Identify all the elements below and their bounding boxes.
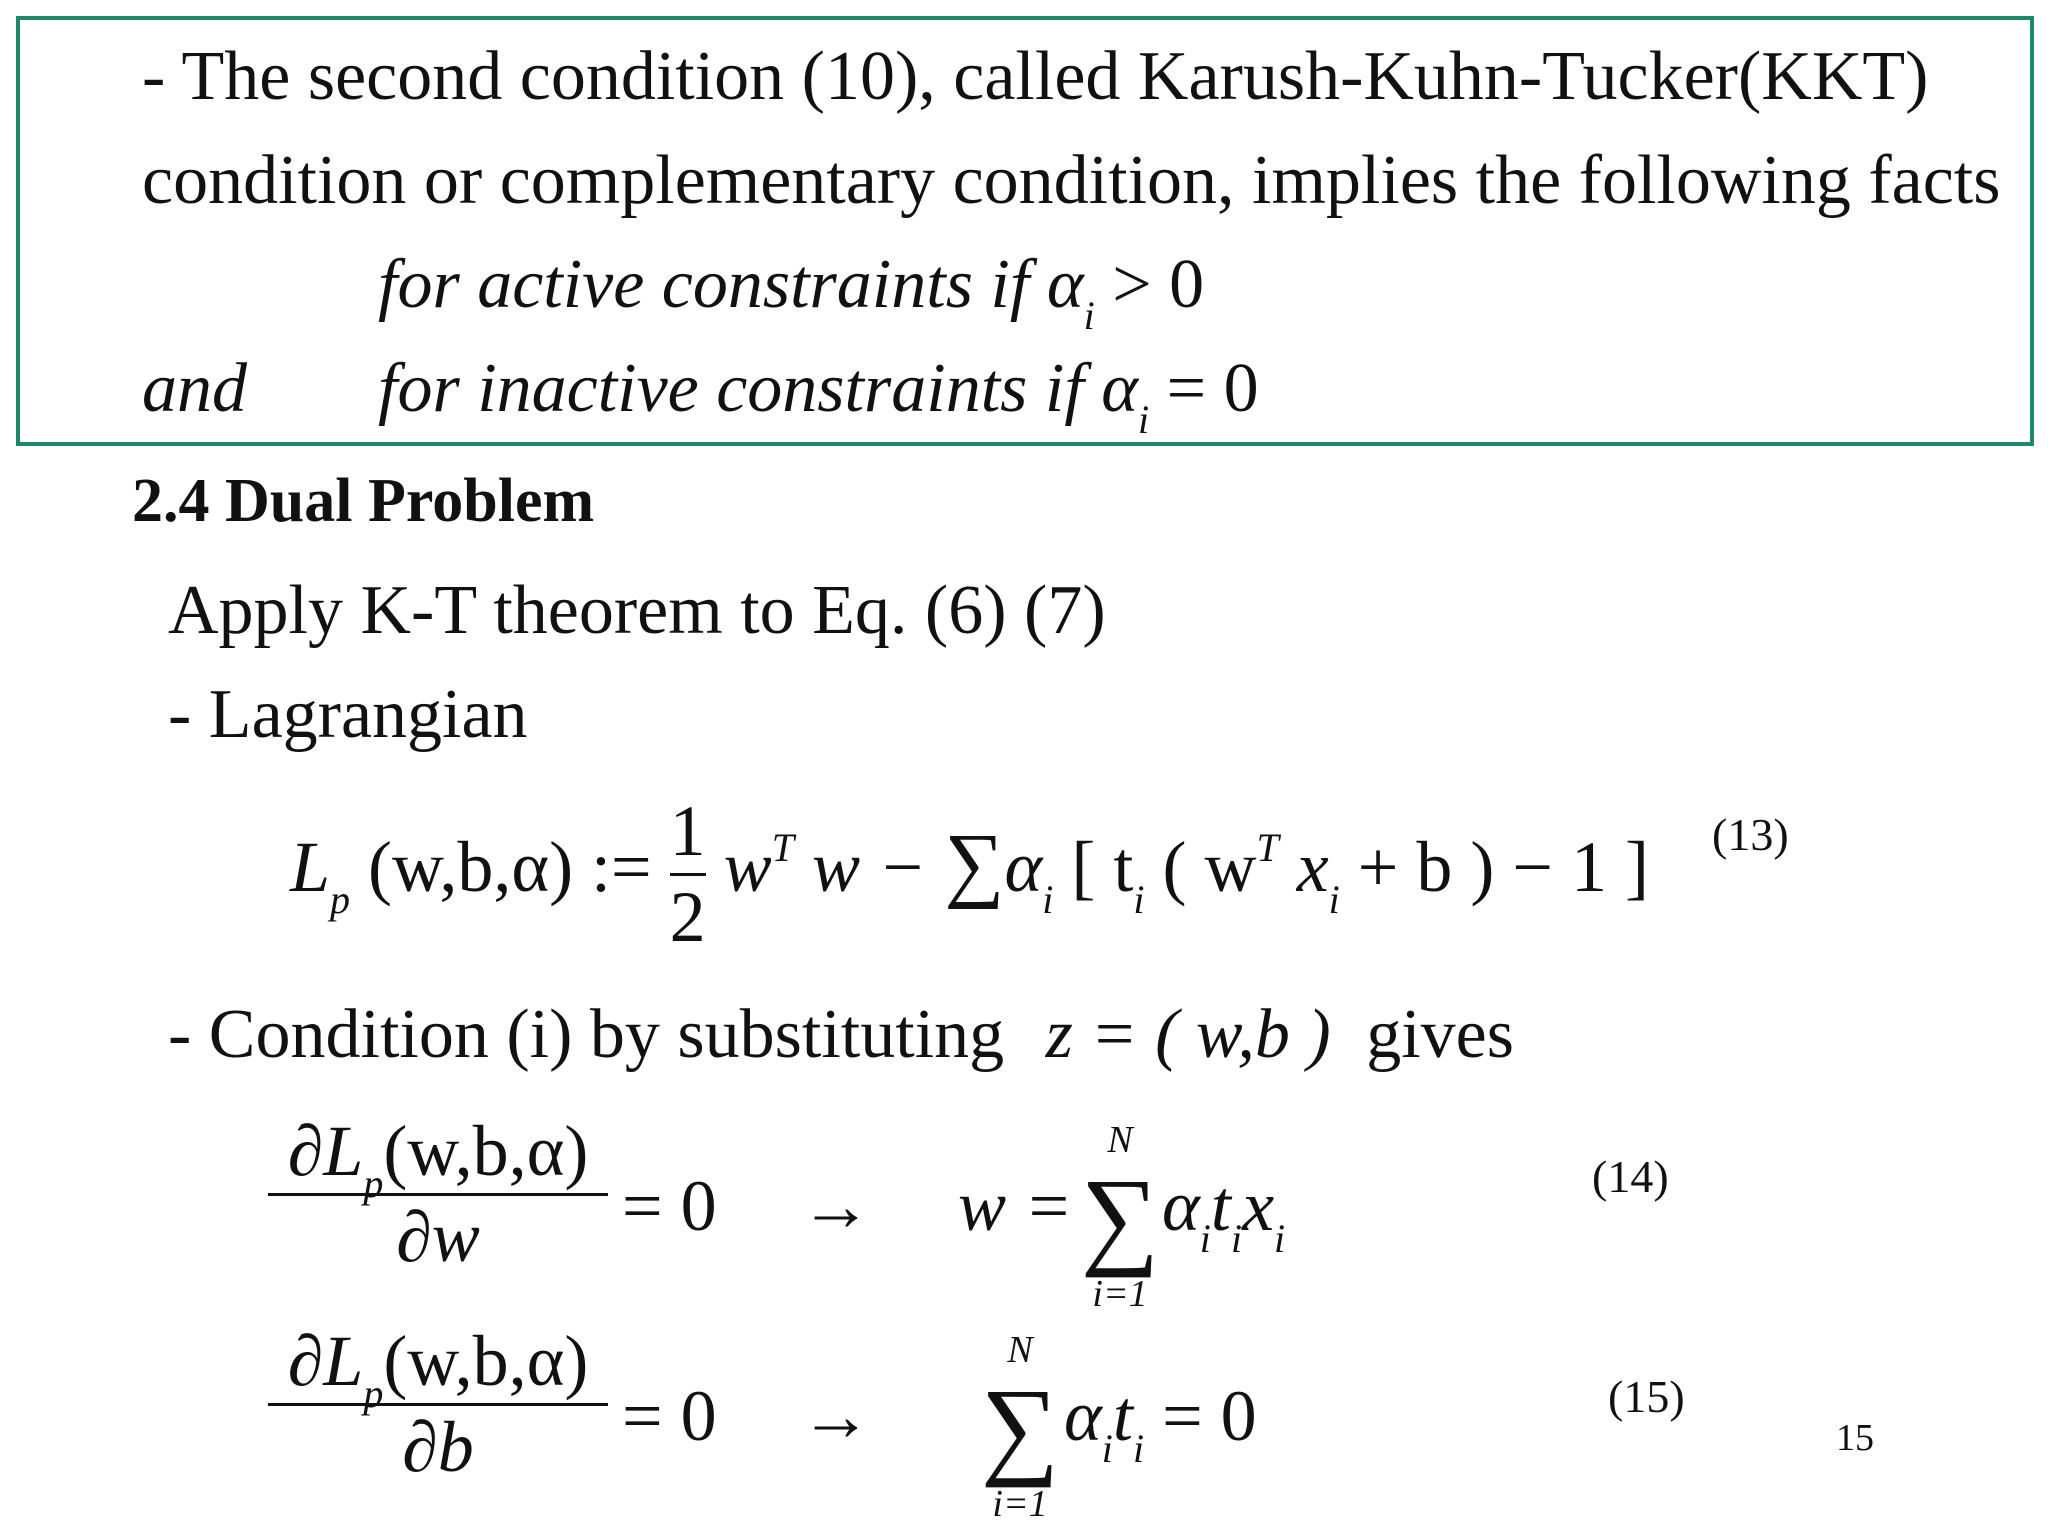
kkt-line-2: condition or complementary condition, implies the following facts [142,142,2001,219]
eq13-sum: ∑ [944,817,1005,911]
inactive-constraint-line [378,350,1259,442]
eq14-dL: ∂L [287,1111,364,1191]
eq13-half-num: 1 [669,791,706,871]
lagrangian-label: - Lagrangian [168,676,528,753]
page-number: 15 [1836,1417,1874,1459]
eq13-w: w [723,827,772,908]
eq14-L-sub: p [363,1161,384,1206]
equation-14 [268,1110,608,1279]
condition-line-pre: - Condition (i) by substituting [168,996,1005,1073]
equation-13 [290,790,1649,957]
eq13-inner-T: T [1256,825,1279,871]
eq15-numerator [268,1320,608,1416]
eq15-t-sub: i [1132,1426,1145,1471]
eq14-sum: ∑ [1080,1156,1160,1278]
eq14-t-sub: i [1230,1216,1243,1261]
eq14-alpha-sub: i [1199,1216,1211,1261]
eq13-args: (w,b,α) := [368,827,652,908]
eq14-x: x [1242,1166,1275,1246]
inactive-condition: = 0 [1166,350,1259,427]
eq14-alpha: α [1162,1166,1200,1246]
eq13-half-den: 2 [670,873,706,959]
eq15-eq-zero-text: = 0 [622,1376,717,1456]
eq15-number: (15) [1608,1371,1685,1422]
eq15-sum-lower: i=1 [992,1483,1048,1525]
eq14-number: (14) [1592,1151,1669,1202]
kkt-line-1: - The second condition (10), called Karush-Kuhn-Tucker(KKT) [142,38,1929,115]
eq14-numerator [268,1110,608,1206]
eq15-terms [1064,1375,1257,1471]
eq13-T: T [771,825,794,871]
eq14-arrow [800,1165,872,1248]
eq15-alpha: α [1064,1376,1102,1456]
eq15-dL: ∂L [287,1321,364,1401]
eq15-sum: ∑ [980,1366,1060,1488]
eq14-terms [1162,1165,1286,1261]
eq13-x: x [1296,827,1329,908]
eq15-sum-upper: N [1007,1329,1033,1371]
eq13-x-sub: i [1328,877,1340,923]
eq14-sum-upper: N [1107,1119,1133,1161]
eq15-t: t [1112,1376,1133,1456]
apply-line: Apply K-T theorem to Eq. (6) (7) [168,572,1106,649]
eq13-L-sub: p [330,877,351,923]
eq15-alpha-sub: i [1101,1426,1113,1471]
eq13-wtw-rest: w − [811,827,927,908]
eq15-L-sub: p [363,1371,384,1416]
eq15-denominator: ∂b [268,1403,608,1489]
eq14-sum-lower: i=1 [1092,1273,1148,1315]
eq14-sum-block [1080,1118,1160,1316]
equation-15 [268,1320,608,1489]
inactive-constraint-text: for inactive constraints if [378,350,1084,427]
eq13-number: (13) [1712,809,1789,860]
eq14-rhs-lhs: w = [958,1166,1073,1246]
active-constraint-line [378,246,1205,338]
z-definition: z = ( w,b ) [1045,996,1331,1073]
eq13-bracket-open: [ t [1071,827,1134,908]
eq15-rhs: = 0 [1162,1376,1257,1456]
alpha-symbol: α [1046,246,1084,323]
eq15-equals-zero [622,1375,717,1458]
eq14-t: t [1210,1166,1231,1246]
active-condition: > 0 [1112,246,1205,323]
condition-line-post: gives [1366,996,1514,1073]
eq14-args: (w,b,α) [383,1111,589,1191]
eq15-arrow [800,1375,872,1458]
eq14-eq-zero-text: = 0 [622,1166,717,1246]
active-constraint-text: for active constraints if [378,246,1030,323]
eq14-fraction [268,1110,608,1279]
eq13-inner-open: ( w [1162,827,1257,908]
alpha-subscript: i [1083,293,1095,338]
eq14-equals-zero [622,1165,717,1248]
eq15-sum-block [980,1328,1060,1526]
eq13-L: L [290,827,331,908]
condition-line [168,996,1514,1073]
eq13-alpha: α [1004,827,1043,908]
eq14-denominator: ∂w [268,1193,608,1279]
eq13-t-sub: i [1133,877,1145,923]
eq13-alpha-sub: i [1042,877,1054,923]
alpha-subscript: i [1138,397,1150,442]
eq14-x-sub: i [1274,1216,1286,1261]
and-word: and [142,350,247,427]
eq15-args: (w,b,α) [383,1321,589,1401]
eq15-arrow-glyph: → [800,1376,872,1456]
eq13-inner-close: + b ) − 1 ] [1357,827,1649,908]
section-title: 2.4 Dual Problem [132,467,595,535]
alpha-symbol: α [1101,350,1139,427]
eq14-arrow-glyph: → [800,1166,872,1246]
eq13-half [670,790,706,959]
eq15-fraction [268,1320,608,1489]
